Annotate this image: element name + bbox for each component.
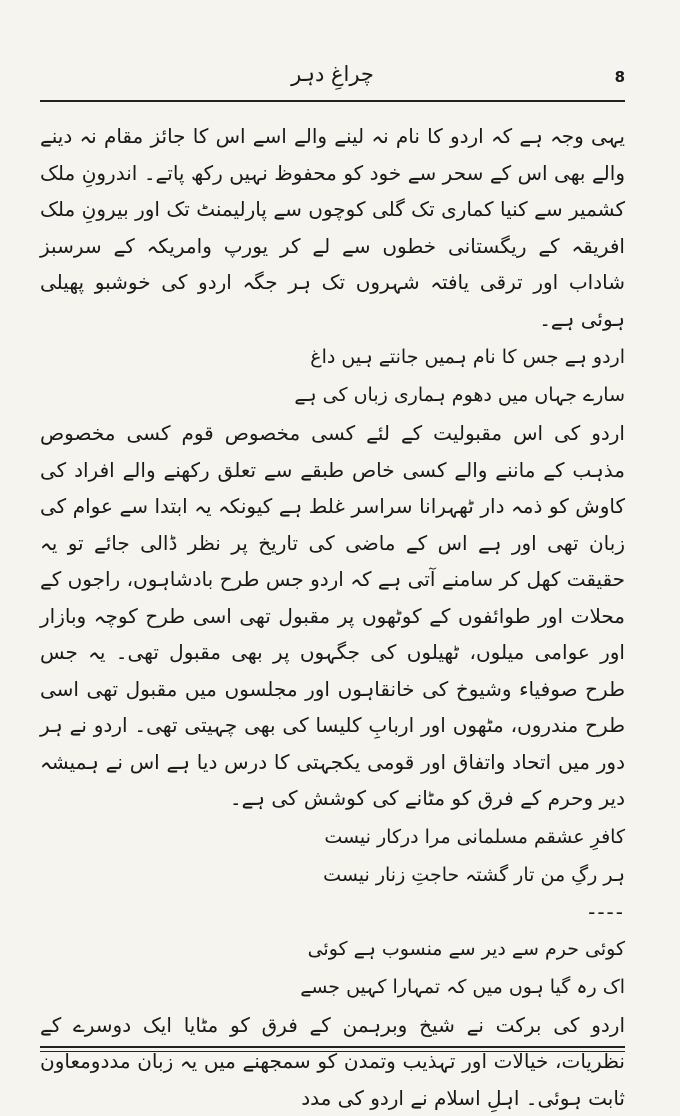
verse-1-line-2: سارے جہاں میں دھوم ہماری زباں کی ہے <box>40 377 625 413</box>
verse-1-line-1: اردو ہے جس کا نام ہمیں جانتے ہیں داغ <box>40 339 625 375</box>
footer-rule-thin <box>40 1051 625 1052</box>
paragraph-2: اردو کی اس مقبولیت کے لئے کسی مخصوص قوم کسی مخصوص مذہب کے ماننے والے کسی خاص طبقے سے تعلق رکھنے والے افراد کی کاوش کو ذمہ دار ٹھہرانا سراسر غلط ہے کیونکہ یہ ابتدا سے عوام کی زبان تھی اور ہے اس کے ماضی کی تاریخ پر نظر ڈالی جائے تو یہ حقیقت کھل کر سامنے آتی ہے کہ اردو جس طرح بادشاہوں، راجوں کے محلات اور طوائفوں کے کوٹھوں پر مقبول تھی اسی طرح کوچہ وبازار اور عوامی میلوں، ٹھیلوں کی جگہوں پر بھی مقبول تھی۔ یہ جس طرح صوفیاء وشیوخ کی خانقاہوں اور مجلسوں میں مقبول تھی اسی طرح مندروں، مٹھوں اور اربابِ کلیسا کی بھی چہیتی تھی۔ اردو نے ہر دور میں اتحاد واتفاق اور قومی یکجہتی کا درس دیا ہے اس نے ہمیشہ دیر وحرم کے فرق کو مٹانے کی کوشش کی ہے۔ <box>40 415 625 817</box>
page-number: 8 <box>615 68 625 86</box>
paragraph-3: اردو کی برکت نے شیخ وبرہمن کے فرق کو مٹایا ایک دوسرے کے نظریات، خیالات اور تہذیب وتمدن کو سمجھنے میں یہ زبان مددومعاون ثابت ہوئی۔ اہلِ اسلام نے اردو کی مدد <box>40 1007 625 1116</box>
paragraph-1: یہی وجہ ہے کہ اردو کا نام نہ لینے والے اسے اس کا جائز مقام نہ دینے والے بھی اس کے سحر سے خود کو محفوظ نہیں رکھ پاتے۔ اندرونِ ملک کشمیر سے کنیا کماری تک گلی کوچوں سے پارلیمنٹ تک اور بیرونِ ملک افریقہ کے ریگستانی خطوں سے لے کر یورپ وامریکہ کے سرسبز شاداب اور ترقی یافتہ شہروں تک ہر جگہ اردو کی خوشبو پھیلی ہوئی ہے۔ <box>40 118 625 337</box>
verse-2-line-1: کافرِ عشقم مسلمانی مرا درکار نیست <box>40 819 625 855</box>
body-text <box>40 118 625 1116</box>
verse-3-line-1: کوئی حرم سے دیر سے منسوب ہے کوئی <box>40 931 625 967</box>
section-separator: ---- <box>40 897 625 927</box>
footer-rule-thick <box>40 1046 625 1048</box>
verse-3-line-2: اک رہ گیا ہوں میں کہ تمہارا کہیں جسے <box>40 969 625 1005</box>
verse-2-line-2: ہر رگِ من تار گشتہ حاجتِ زنار نیست <box>40 857 625 893</box>
running-title: چراغِ دہر <box>40 62 625 86</box>
header-rule <box>40 100 625 102</box>
page-header <box>40 62 625 98</box>
